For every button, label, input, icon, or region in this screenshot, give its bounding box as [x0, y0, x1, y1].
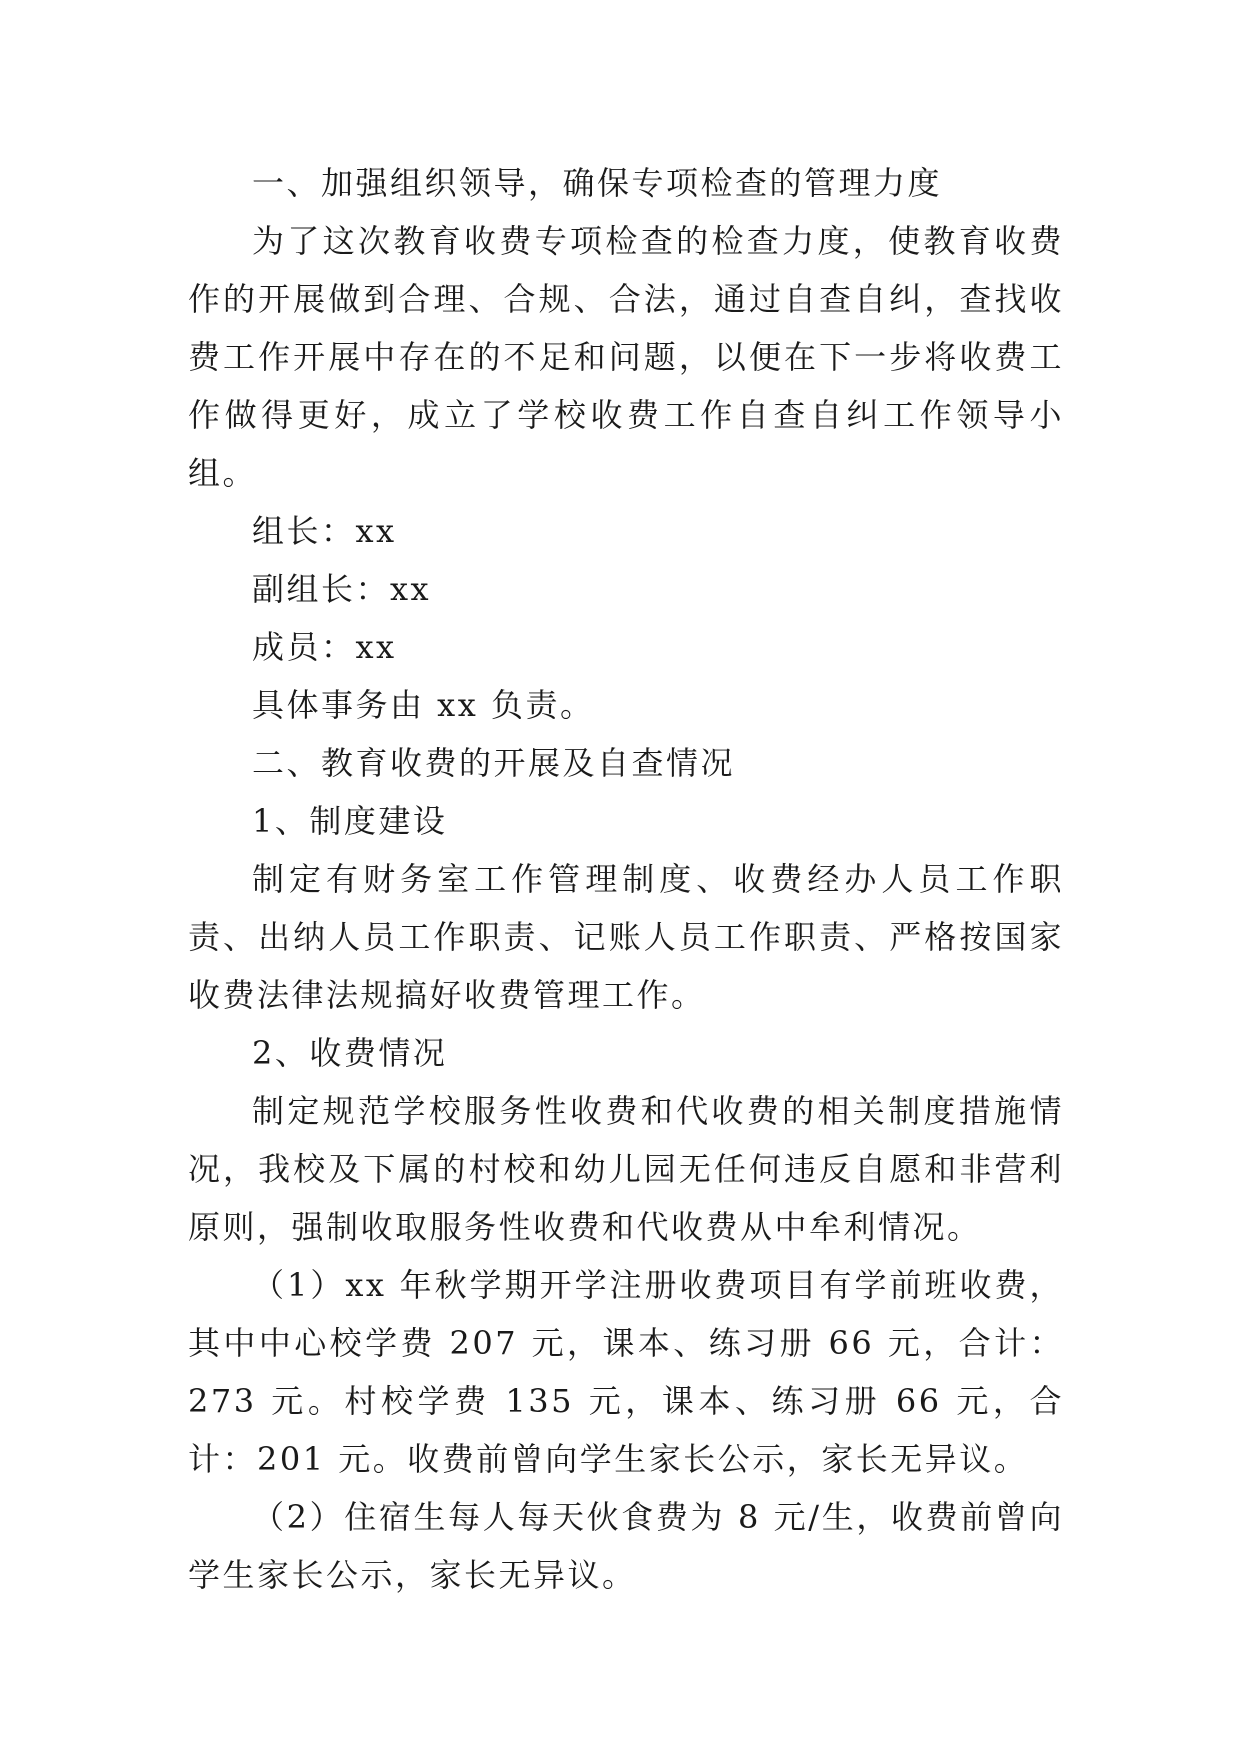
document-body	[188, 154, 1064, 1604]
group-leader-line: 组长：xx	[252, 512, 397, 550]
section-heading-2: 二、教育收费的开展及自查情况	[252, 744, 736, 782]
paragraph-item-1: （1）xx 年秋学期开学注册收费项目有学前班收费，其中中心校学费 207 元，课本、练习册 66 元，合计：273 元。村校学费 135 元，课本、练习册 66 元，合计：201 元。收费前曾向学生家长公示，家长无异议。	[188, 1266, 1064, 1478]
paragraph-purpose: 为了这次教育收费专项检查的检查力度，使教育收费作的开展做到合理、合规、合法，通过自查自纠，查找收费工作开展中存在的不足和问题，以便在下一步将收费工作做得更好，成立了学校收费工作自查自纠工作领导小组。	[188, 222, 1064, 492]
section-heading-1: 一、加强组织领导，确保专项检查的管理力度	[252, 164, 943, 202]
paragraph-item-2: （2）住宿生每人每天伙食费为 8 元/生，收费前曾向学生家长公示，家长无异议。	[188, 1498, 1064, 1594]
paragraph-system: 制定有财务室工作管理制度、收费经办人员工作职责、出纳人员工作职责、记账人员工作职责、严格按国家收费法律法规搞好收费管理工作。	[188, 860, 1064, 1014]
responsible-line: 具体事务由 xx 负责。	[252, 686, 595, 724]
members-line: 成员：xx	[252, 628, 397, 666]
deputy-leader-line: 副组长：xx	[252, 570, 432, 608]
subsection-heading-1: 1、制度建设	[252, 802, 448, 840]
subsection-heading-2: 2、收费情况	[252, 1034, 448, 1072]
paragraph-fees: 制定规范学校服务性收费和代收费的相关制度措施情况，我校及下属的村校和幼儿园无任何违反自愿和非营利原则，强制收取服务性收费和代收费从中牟利情况。	[188, 1092, 1064, 1246]
